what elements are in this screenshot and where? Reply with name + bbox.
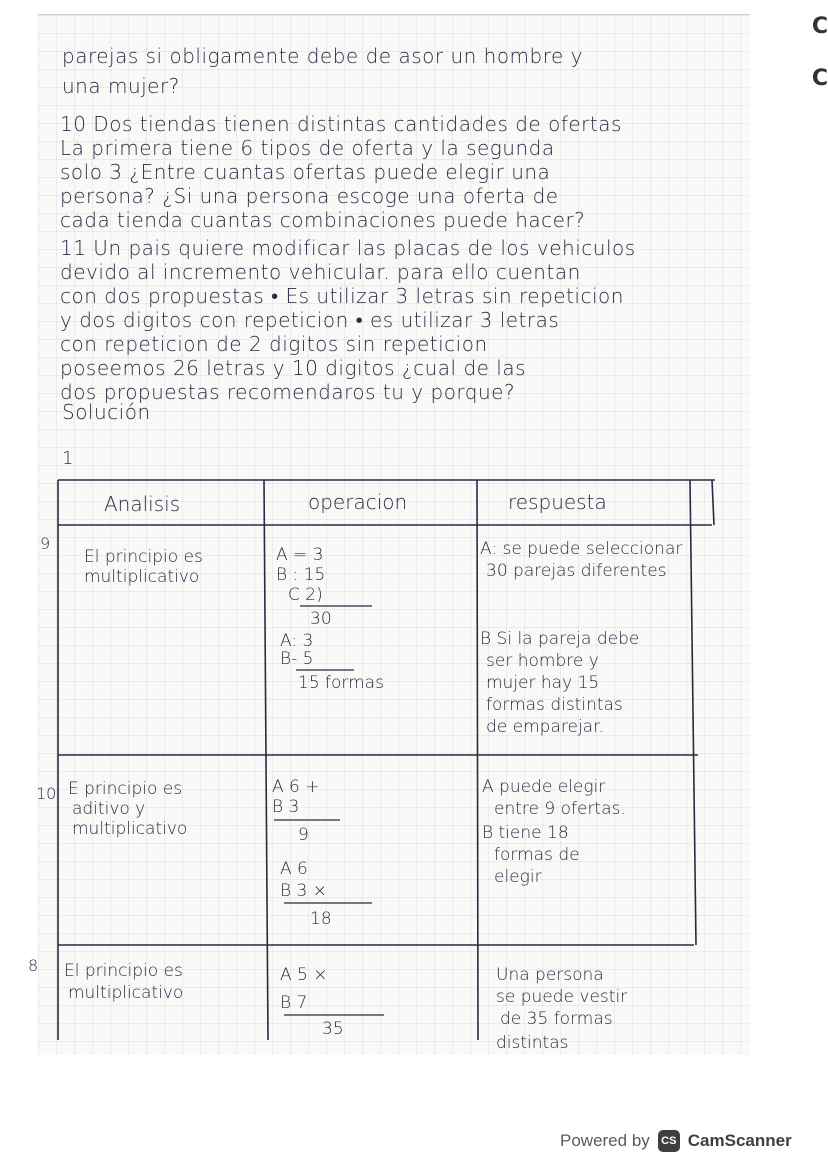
powered-by-label: Powered by (560, 1131, 650, 1150)
analisis-line: aditivo y (72, 799, 146, 819)
respuesta-line: ser hombre y (486, 651, 599, 671)
row-number: 9 (40, 534, 51, 553)
edge-mark: C (811, 14, 828, 39)
operacion-line: C 2) (288, 585, 323, 605)
question-11-line: poseemos 26 letras y 10 digitos ¿cual de las (60, 356, 527, 380)
operacion-line: 30 (310, 609, 332, 629)
row-number: 10 (36, 784, 57, 803)
operacion-line: B 7 (280, 993, 308, 1013)
column-header-respuesta: respuesta (508, 490, 607, 514)
analisis-line: El principio es (84, 547, 203, 567)
respuesta-line: A puede elegir (482, 777, 606, 797)
question-11-line: 11 Un pais quiere modificar las placas de los vehiculos (60, 236, 636, 260)
operacion-line: A = 3 (276, 545, 324, 565)
camscanner-logo-icon: CS (658, 1130, 680, 1152)
column-header-operacion: operacion (308, 490, 408, 514)
solucion-label: Solución (62, 400, 151, 424)
operacion-line: B- 5 (280, 649, 314, 669)
respuesta-line: mujer hay 15 (486, 673, 600, 693)
operacion-line: 9 (298, 825, 309, 845)
question-11-line: y dos digitos con repeticion • es utilizar 3 letras (60, 308, 560, 332)
respuesta-line: B tiene 18 (482, 823, 569, 843)
respuesta-line: A: se puede seleccionar (480, 539, 683, 559)
question-11-line: con repeticion de 2 digitos sin repeticion (60, 332, 488, 356)
respuesta-line: formas de (494, 845, 580, 865)
section-number: 1 (62, 448, 74, 469)
question-11-line: con dos propuestas • Es utilizar 3 letras sin repeticion (60, 284, 624, 308)
respuesta-line: de 35 formas (500, 1009, 613, 1029)
respuesta-line: de emparejar. (486, 717, 604, 737)
question-10-line: 10 Dos tiendas tienen distintas cantidades de ofertas (60, 112, 622, 136)
operacion-line: A: 3 (280, 631, 314, 651)
question-11-line: devido al incremento vehicular. para ello cuentan (60, 260, 581, 284)
analisis-line: E principio es (68, 779, 183, 799)
respuesta-line: elegir (494, 867, 542, 887)
analisis-line: multiplicativo (68, 983, 184, 1003)
intro-line: parejas si obligamente debe de asor un hombre y (62, 44, 584, 68)
question-10-line: cada tienda cuantas combinaciones puede hacer? (60, 208, 586, 232)
operacion-line: B : 15 (276, 565, 326, 585)
operacion-line: B 3 (272, 797, 300, 817)
camscanner-footer (560, 1128, 792, 1154)
respuesta-line: distintas (496, 1033, 569, 1053)
respuesta-line: 30 parejas diferentes (486, 561, 667, 581)
question-10-line: solo 3 ¿Entre cuantas ofertas puede elegir una (60, 160, 551, 184)
analisis-line: El principio es (64, 961, 183, 981)
respuesta-line: se puede vestir (496, 987, 628, 1007)
respuesta-line: entre 9 ofertas. (494, 799, 626, 819)
operacion-line: A 6 + (272, 777, 320, 797)
analisis-line: multiplicativo (84, 567, 200, 587)
respuesta-line: Una persona (496, 965, 604, 985)
row-number: 8 (28, 956, 39, 975)
operacion-line: 18 (310, 909, 332, 929)
operacion-line: 35 (322, 1019, 344, 1039)
column-header-analisis: Analisis (104, 492, 181, 516)
respuesta-line: B Si la pareja debe (480, 629, 640, 649)
operacion-line: A 6 (280, 859, 308, 879)
question-10-line: persona? ¿Si una persona escoge una oferta de (60, 184, 559, 208)
operacion-line: A 5 × (280, 965, 328, 985)
camscanner-brand: CamScanner (687, 1131, 792, 1150)
operacion-line: B 3 × (280, 881, 327, 901)
question-10-line: La primera tiene 6 tipos de oferta y la segunda (60, 136, 555, 160)
analisis-line: multiplicativo (72, 819, 188, 839)
edge-mark: C (811, 66, 828, 91)
respuesta-line: formas distintas (486, 695, 623, 715)
question-11-line: dos propuestas recomendaros tu y porque? (60, 380, 516, 404)
operacion-line: 15 formas (298, 673, 384, 693)
intro-line: una mujer? (62, 74, 180, 98)
